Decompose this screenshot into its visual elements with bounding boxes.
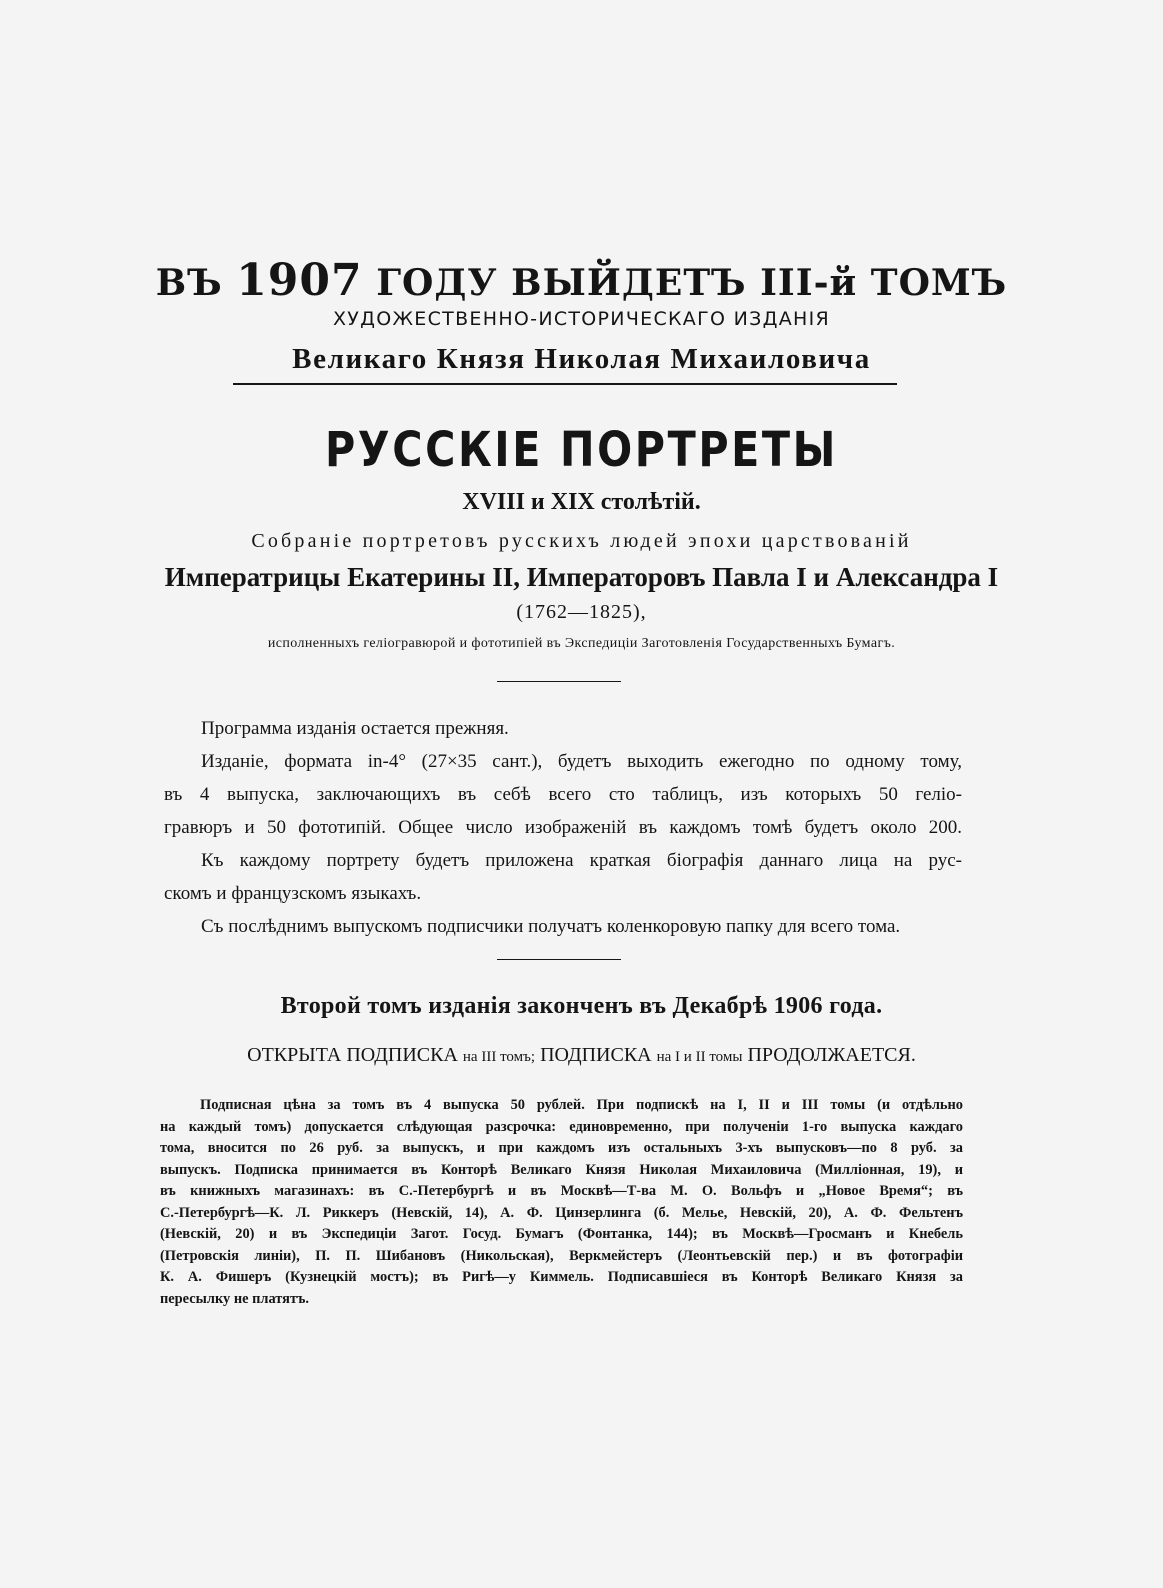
volume2-notice: Второй томъ изданія законченъ въ Декабрѣ 1906 года.: [280, 993, 883, 1019]
years-line: (1762—1825),: [516, 601, 647, 623]
subscription-vol3: на III томъ;: [462, 1049, 536, 1065]
centuries-line: XVIII и XIX столѣтій.: [462, 489, 701, 515]
program-line: Программа изданія остается прежняя.: [201, 718, 509, 739]
execution-line: исполненныхъ геліогравюрой и фототипіей въ Экспедиціи Заготовленія Государственныхъ Бумагъ.: [267, 636, 896, 651]
details-line: въ книжныхъ магазинахъ: въ С.-Петербургѣ и въ Москвѣ—Т-ва М. О. Вольфъ и „Новое Время“; въ: [160, 1183, 963, 1199]
heading-prefix: ВЪ: [155, 262, 223, 304]
details-line: (Невскій, 20) и въ Экспедиціи Загот. Госуд. Бумагъ (Фонтанка, 144); въ Москвѣ—Гросманъ и Кнебель: [160, 1226, 963, 1242]
subscription-vols: на I и II томы: [656, 1049, 743, 1065]
rulers-line: Императрицы Екатерины II, Императоровъ Павла I и Александра I: [164, 562, 999, 592]
edition-subtitle: ХУДОЖЕСТВЕННО-ИСТОРИЧЕСКАГО ИЗДАНІЯ: [332, 308, 831, 330]
program-line: въ 4 выпуска, заключающихъ въ себѣ всего сто таблицъ, изъ которыхъ 50 геліо-: [164, 784, 962, 805]
program-line: Съ послѣднимъ выпускомъ подписчики получатъ коленкоровую папку для всего тома.: [201, 916, 901, 937]
program-line: скомъ и французскомъ языкахъ.: [164, 883, 422, 904]
program-line: Изданіе, формата in-4° (27×35 сант.), будетъ выходить ежегодно по одному тому,: [201, 751, 962, 772]
details-line: пересылку не платятъ.: [160, 1290, 310, 1307]
grand-duke-line: Великаго Князя Николая Михаиловича: [292, 343, 871, 375]
details-line: на каждый томъ) допускается слѣдующая разсрочка: единовременно, при полученіи 1-го выпуска каждаго: [160, 1118, 963, 1135]
announcement-heading: [0, 255, 1163, 306]
subscription-notice: [0, 1044, 1163, 1067]
subscription-label: ПОДПИСКА: [540, 1044, 652, 1066]
details-line: Подписная цѣна за томъ въ 4 выпуска 50 рублей. При подпискѣ на I, II и III томы (и отдѣльно: [200, 1097, 963, 1113]
section-divider: [497, 959, 621, 960]
section-divider: [497, 681, 621, 682]
details-line: (Петровскія линіи), П. П. Шибановъ (Никольская), Веркмейстеръ (Леонтьевскій пер.) и въ фотографіи: [160, 1247, 963, 1264]
grand-duke-underline: [233, 383, 897, 385]
details-line: С.-Петербургѣ—К. Л. Риккеръ (Невскій, 14), А. Ф. Цинзерлинга (б. Мелье, Невскій, 20), А. Ф. Фельтенъ: [160, 1204, 963, 1221]
subscription-open: ОТКРЫТА ПОДПИСКА: [247, 1044, 458, 1066]
subscription-details: [160, 1095, 963, 1310]
collection-line: Собраніе портретовъ русскихъ людей эпохи царствованій: [251, 530, 912, 552]
heading-suffix: ГОДУ ВЫЙДЕТЪ III-й ТОМЪ: [376, 262, 1008, 304]
program-line: Къ каждому портрету будетъ приложена краткая біографія даннаго лица на рус-: [201, 850, 962, 871]
program-paragraph: [164, 712, 962, 943]
details-line: тома, вносится по 26 руб. за выпускъ, и при каждомъ изъ остальныхъ 3-хъ выпусковъ—по 8 руб. за: [160, 1140, 963, 1156]
program-line: гравюръ и 50 фототипій. Общее число изображеній въ каждомъ томѣ будетъ около 200.: [164, 817, 962, 838]
main-title: РУССКІЕ ПОРТРЕТЫ: [324, 422, 839, 478]
details-line: выпускъ. Подписка принимается въ Конторѣ Великаго Князя Николая Михаиловича (Милліонная, 19), и: [160, 1161, 963, 1178]
heading-year: 1907: [236, 255, 363, 306]
details-line: К. А. Фишеръ (Кузнецкій мостъ); въ Ригѣ—у Киммель. Подписавшіеся въ Конторѣ Великаго Князя за: [160, 1269, 963, 1285]
subscription-continues: ПРОДОЛЖАЕТСЯ.: [747, 1044, 916, 1066]
